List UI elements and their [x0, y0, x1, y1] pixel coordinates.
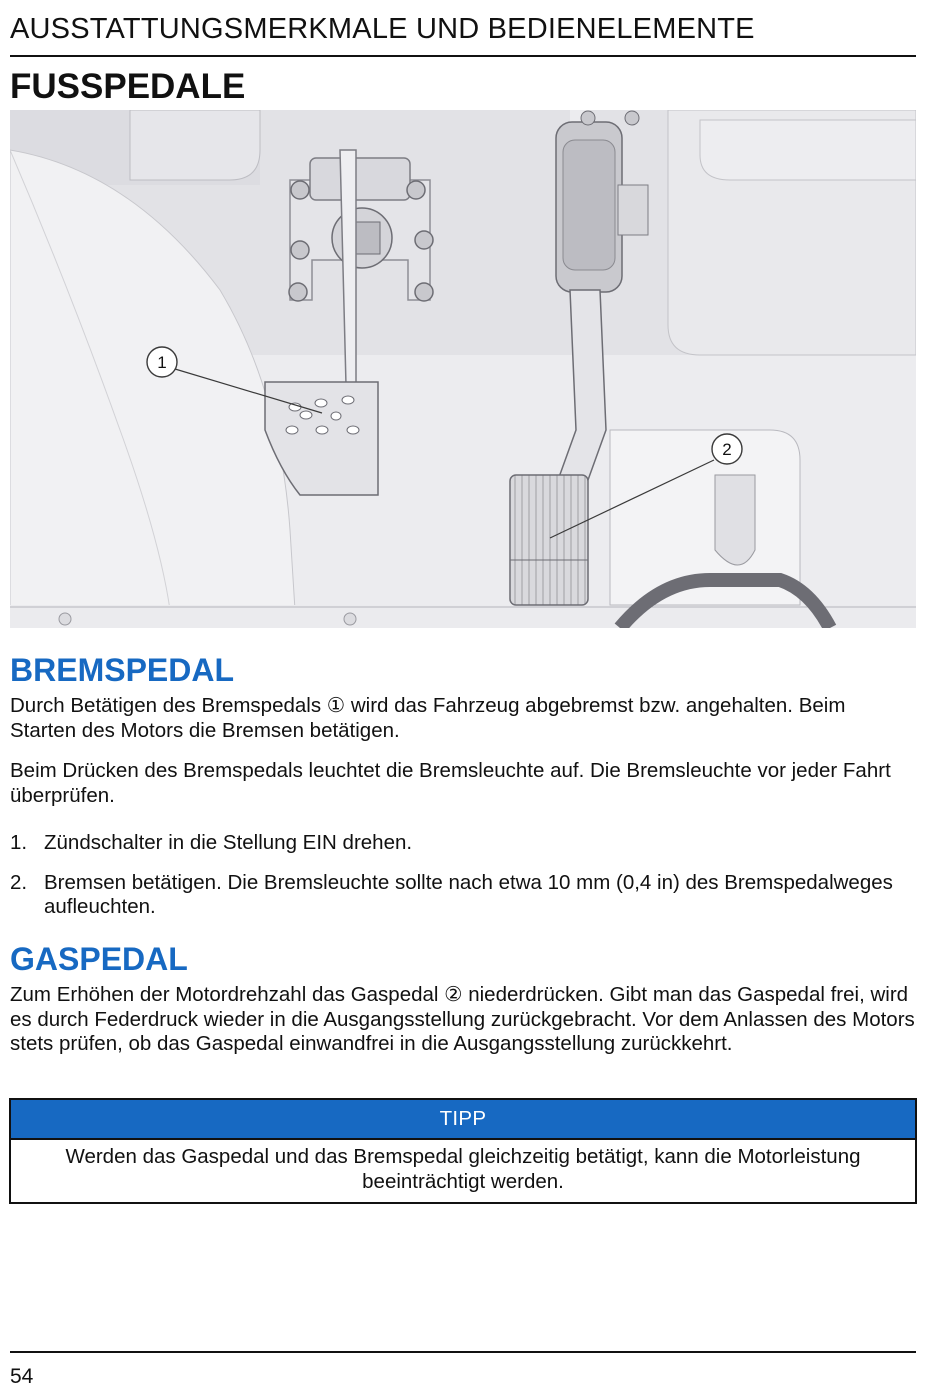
brake-section-title: BREMSPEDAL	[10, 652, 235, 688]
tip-box	[9, 1098, 917, 1204]
step-number: 2.	[10, 870, 28, 894]
running-header: AUSSTATTUNGSMERKMALE UND BEDIENELEMENTE	[10, 13, 755, 45]
brake-check-steps	[10, 831, 915, 920]
tip-text: Werden das Gaspedal und das Bremspedal gleichzeitig betätigt, kann die Motorleistung beeinträchtigt werden.	[65, 1145, 861, 1193]
page-number: 54	[10, 1365, 34, 1388]
gas-section-title: GASPEDAL	[10, 941, 188, 977]
gas-paragraph-1: Zum Erhöhen der Motordrehzahl das Gaspedal ② niederdrücken. Gibt man das Gaspedal frei, wird es durch Federdruck wieder in die Ausgangsstellung zurückgebracht. Vor dem Anlassen des Motors stets prüfen, ob das Gaspedal einwandfrei in die Ausgangsstellung zurückkehrt.	[10, 983, 915, 1055]
step-number: 1.	[10, 831, 28, 854]
step-text: Bremsen betätigen. Die Bremsleuchte sollte nach etwa 10 mm (0,4 in) des Bremspedalweges aufleuchten.	[44, 870, 893, 918]
callout-1-label: 1	[157, 353, 167, 372]
step-text: Zündschalter in die Stellung EIN drehen.	[44, 831, 413, 854]
header-rule	[10, 55, 916, 57]
brake-paragraph-2: Beim Drücken des Bremspedals leuchtet die Bremsleuchte auf. Die Bremsleuchte vor jeder Fahrt überprüfen.	[10, 759, 891, 807]
brake-paragraph-1: Durch Betätigen des Bremspedals ① wird das Fahrzeug abgebremst bzw. angehalten. Beim Starten des Motors die Bremsen betätigen.	[10, 694, 846, 742]
footer-rule	[10, 1351, 916, 1353]
list-item	[10, 831, 915, 856]
foot-pedals-illustration	[10, 110, 916, 628]
list-item	[10, 871, 915, 920]
callout-2-label: 2	[722, 440, 732, 459]
page-title: FUSSPEDALE	[10, 67, 246, 106]
tip-label: TIPP	[11, 1100, 915, 1140]
